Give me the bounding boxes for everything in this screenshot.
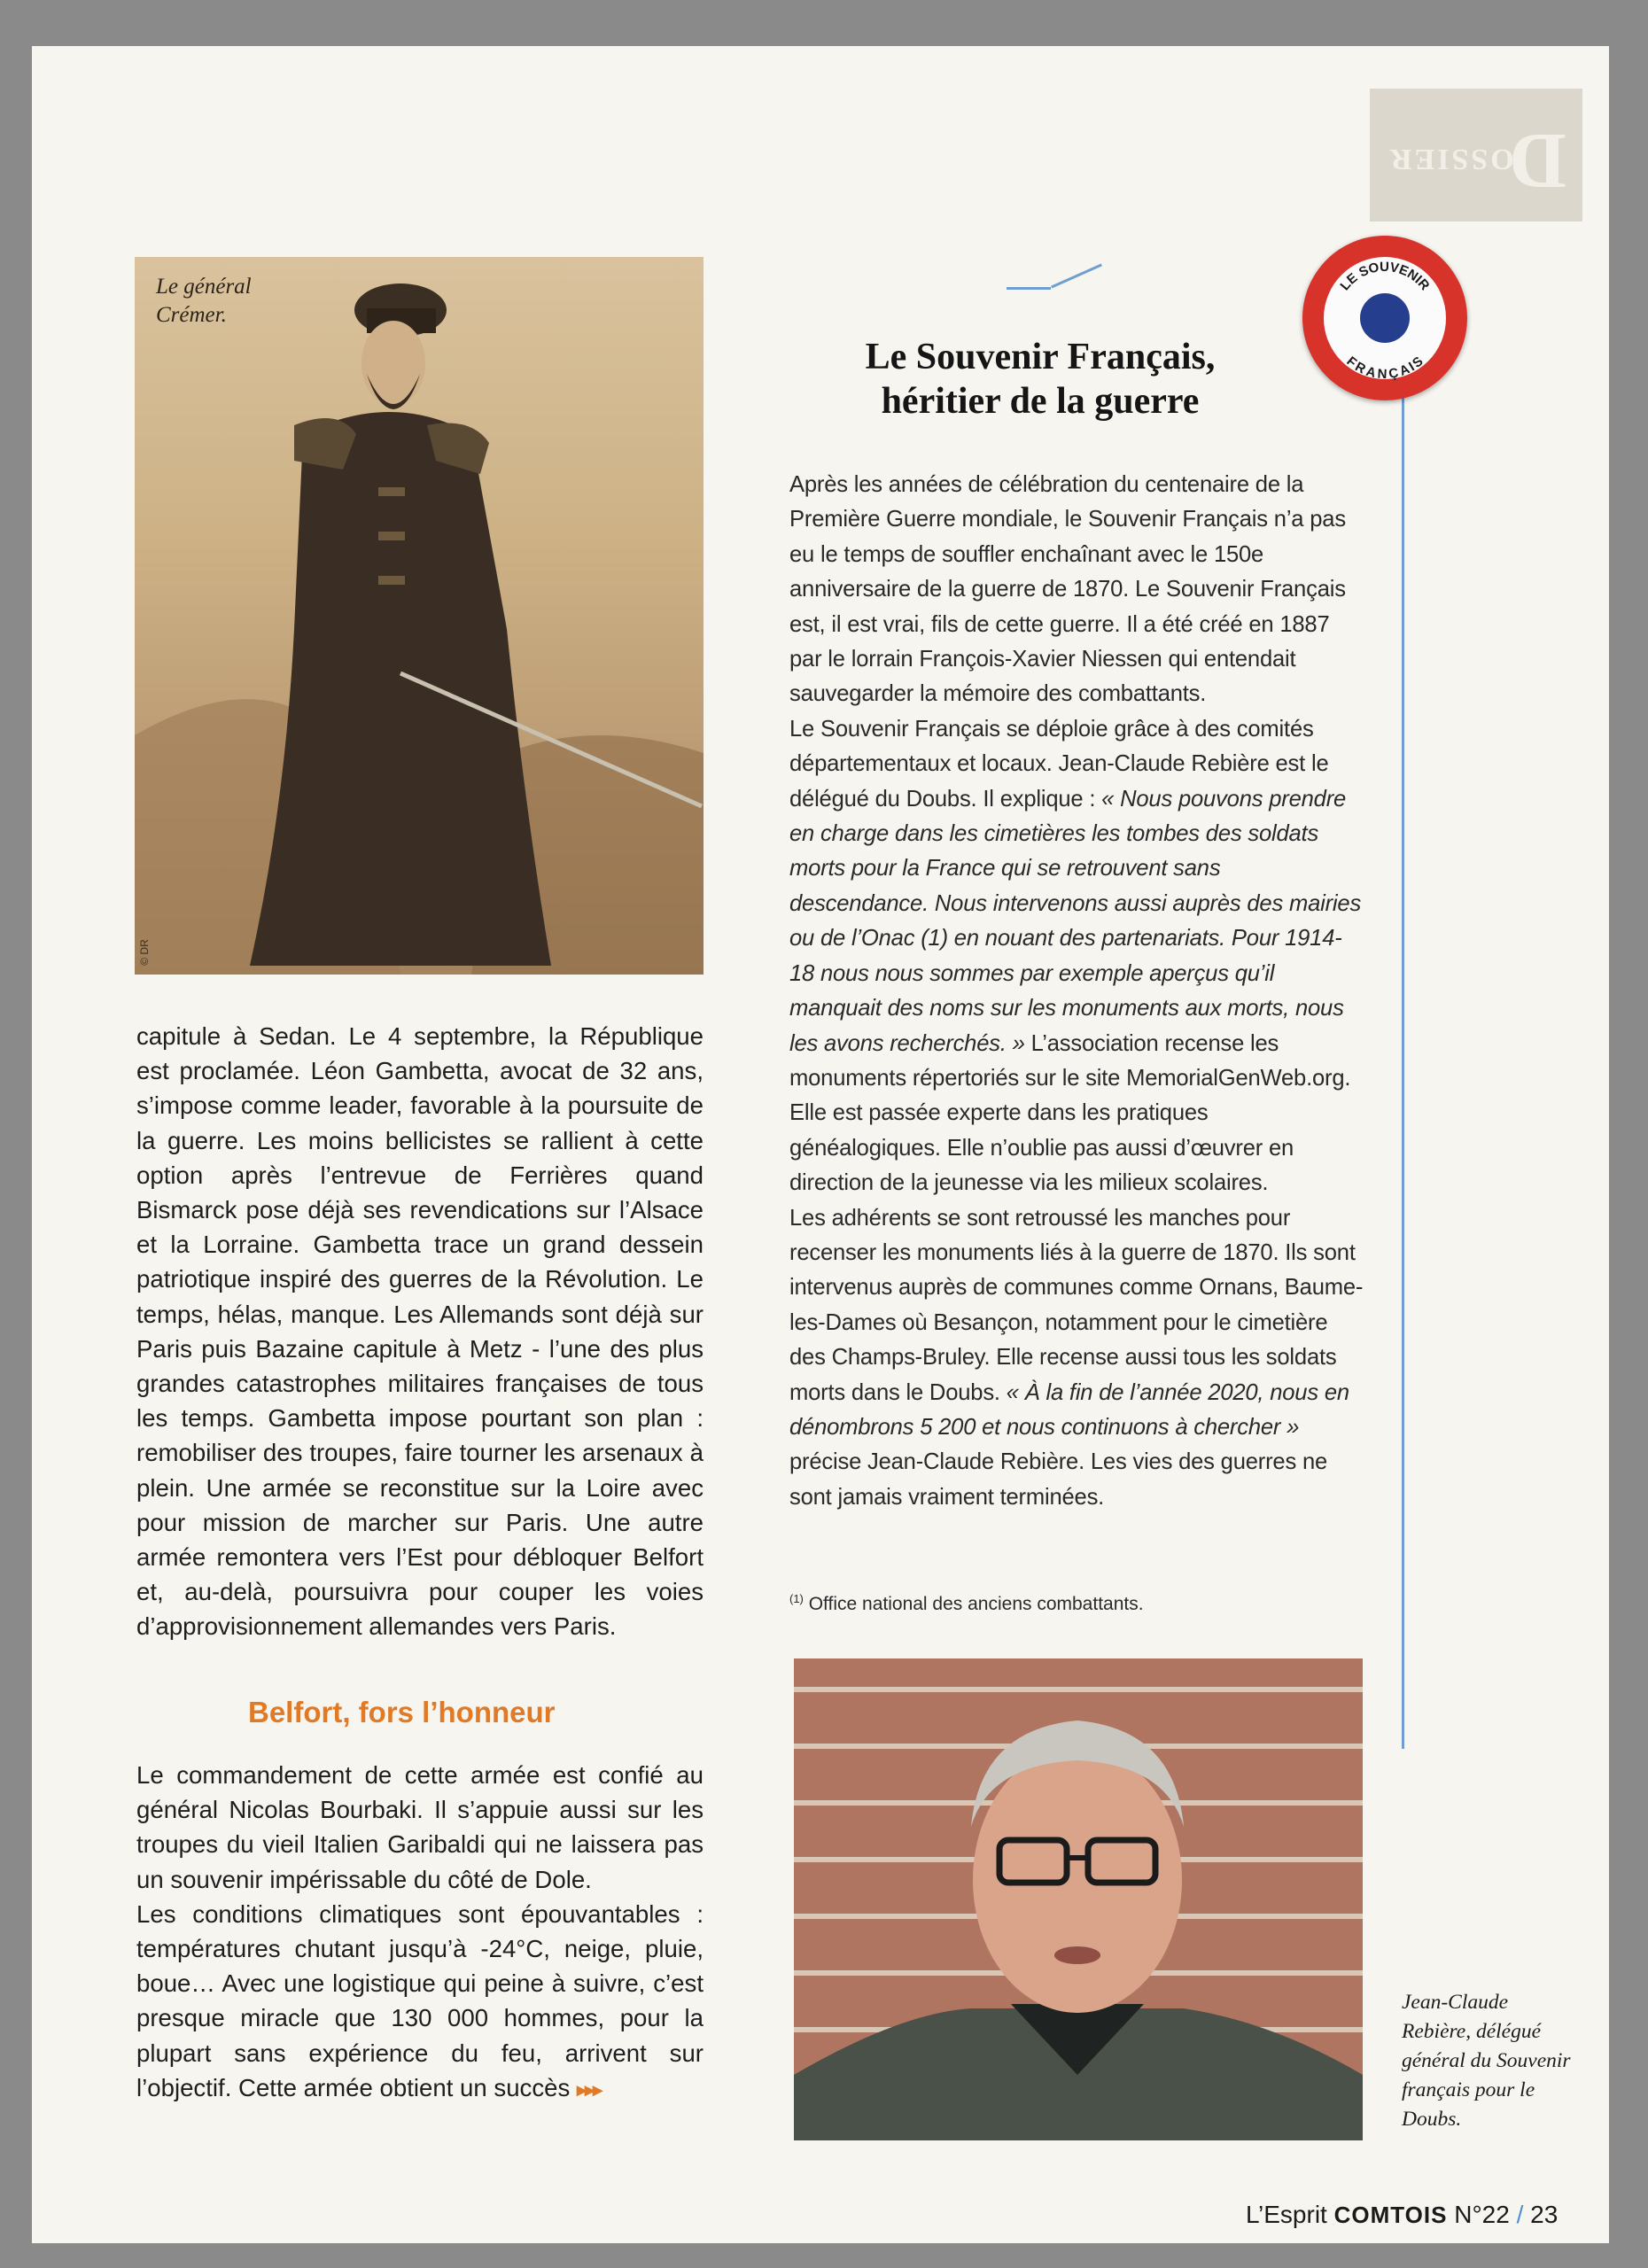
dossier-word: OSSIER: [1388, 143, 1514, 175]
footer-page-number: 23: [1523, 2201, 1559, 2228]
footnote-mark: (1): [789, 1592, 804, 1605]
sidebar-p3-quote: « À la fin de l’année 2020, nous en dénombrons 5 200 et nous continuons à chercher »: [789, 1379, 1349, 1440]
sidebar-p2-end: L’association recense les monuments répertoriés sur le site MemorialGenWeb.org. Elle est passée experte dans les pratiques généalogiques. Elle n’oublie pas aussi d’œuvrer en direction de la jeunesse via les milieux scolaires.: [789, 1030, 1351, 1196]
sidebar-p3-end: précise Jean-Claude Rebière. Les vies des guerres ne sont jamais vraiment terminées.: [789, 1449, 1328, 1510]
dossier-tab: [1370, 89, 1582, 221]
general-portrait-illustration: [135, 257, 704, 975]
rebiere-portrait-illustration: [794, 1658, 1363, 2140]
roundel-lettering: [1302, 236, 1467, 400]
sidebar-rule-vertical: [1402, 393, 1404, 1749]
souvenir-francais-roundel-icon: [1302, 236, 1467, 400]
dossier-letter: D: [1509, 117, 1566, 205]
svg-text:LE SOUVENIR: [1337, 260, 1432, 293]
sidebar-title: [783, 335, 1297, 423]
sidebar-rule-diagonal: [1051, 264, 1102, 289]
section-subheading: Belfort, fors l’honneur: [248, 1696, 556, 1728]
page-footer: [1246, 2201, 1558, 2229]
sidebar-p2-quote: « Nous pouvons prendre en charge dans les cimetières les tombes des soldats morts pour la France qui se retrouvent sans descendance. Nous intervenons aussi auprès des mairies ou de l’Onac (1) en nouant des partenariats. Pour 1914-18 nous nous sommes par exemple aperçus qu’il manquait des noms sur les monuments aux morts, nous les avons recherchés. »: [789, 786, 1362, 1056]
left-paragraph-1: capitule à Sedan. Le 4 septembre, la République est proclamée. Léon Gambetta, avocat de 32 ans, s’impose comme leader, favorable à la poursuite de la guerre. Les moins bellicistes se rallient à cette option après l’entrevue de Ferrières quand Bismarck pose déjà ses revendications sur l’Alsace et la Lorraine. Gambetta trace un grand dessein patriotique inspiré des guerres de la Révolution. Le temps, hélas, manque. Les Allemands sont déjà sur Paris puis Bazaine capitule à Metz - l’une des plus grandes catastrophes militaires françaises de tous les temps. Gambetta impose pourtant son plan : remobiliser des troupes, faire tourner les arsenaux à plein. Une armée se reconstitue sur la Loire avec pour mission de marcher sur Paris. Une autre armée remontera vers l’Est pour débloquer Belfort et, au-delà, poursuivra pour couper les voies d’approvisionnement allemandes vers Paris.: [136, 1022, 704, 1641]
photo-jean-claude-rebiere: [794, 1658, 1363, 2140]
sidebar-paragraph-3: [789, 1201, 1365, 1516]
footer-issue: N°22: [1447, 2201, 1517, 2228]
sidebar-p2-start: Le Souvenir Français se déploie grâce à des comités départementaux et locaux. Jean-Claude Rebière est le délégué du Doubs. Il explique :: [789, 716, 1329, 812]
sidebar-p3-start: Les adhérents se sont retroussé les manches pour recenser les monuments liés à la guerre de 1870. Ils sont intervenus auprès de communes comme Ornans, Baume-les-Dames où Besançon, notamment pour le cimetière des Champs-Bruley. Elle recense aussi tous les soldats morts dans le Doubs.: [789, 1205, 1364, 1405]
footer-mag-prefix: L’Esprit: [1246, 2201, 1334, 2228]
magazine-page: [32, 46, 1609, 2243]
sidebar-paragraph-2: [789, 712, 1365, 1201]
footer-slash: /: [1516, 2201, 1524, 2228]
sidebar-body: [789, 468, 1365, 1515]
photo-general-cremer: [135, 257, 704, 975]
photo-credit: © DR: [137, 939, 151, 966]
left-paragraph-3-text: Les conditions climatiques sont épouvantables : températures chutant jusqu’à -24°C, neige, pluie, boue… Avec une logistique qui peine à suivre, c’est presque miracle que 130 000 hommes, pour la plupart sans expérience du feu, arrivent sur l’objectif. Cette armée obtient un succès: [136, 1899, 704, 2101]
roundel-text-bottom: FRANÇAIS: [1343, 353, 1426, 383]
continue-arrows-icon: ▸▸▸: [576, 2078, 602, 2101]
sidebar-rule-top: [1007, 287, 1051, 290]
footer-mag-brand: COMTOIS: [1333, 2202, 1448, 2228]
left-paragraph-3: [136, 1897, 704, 2107]
footnote: [789, 1592, 1144, 1615]
sidebar-paragraph-1: Après les années de célébration du centenaire de la Première Guerre mondiale, le Souvenir Français n’a pas eu le temps de souffler enchaînant avec le 150e anniversaire de la guerre de 1870. Le Souvenir Français est, il est vrai, fils de cette guerre. Il a été créé en 1887 par le lorrain François-Xavier Niessen qui entendait sauvegarder la mémoire des combattants.: [789, 472, 1346, 707]
photo-caption-cremer: Le général Crémer.: [156, 275, 252, 327]
sidebar-title-line-1: Le Souvenir Français,: [865, 337, 1216, 377]
left-paragraph-2: Le commandement de cette armée est confié au général Nicolas Bourbaki. Il s’appuie aussi sur les troupes du vieil Italien Garibaldi qui ne laissera pas un souvenir impérissable du côté de Dole.: [136, 1761, 704, 1893]
roundel-text-top: LE SOUVENIR: [1337, 259, 1433, 294]
svg-text:FRANÇAIS: [1343, 353, 1426, 382]
sidebar-title-line-2: héritier de la guerre: [881, 381, 1200, 422]
left-lower-text: [136, 1758, 704, 2107]
photo-caption-rebiere: Jean-Claude Rebière, délégué général du Souvenir français pour le Doubs.: [1402, 1991, 1571, 2131]
footnote-text: Office national des anciens combattants.: [803, 1594, 1144, 1614]
